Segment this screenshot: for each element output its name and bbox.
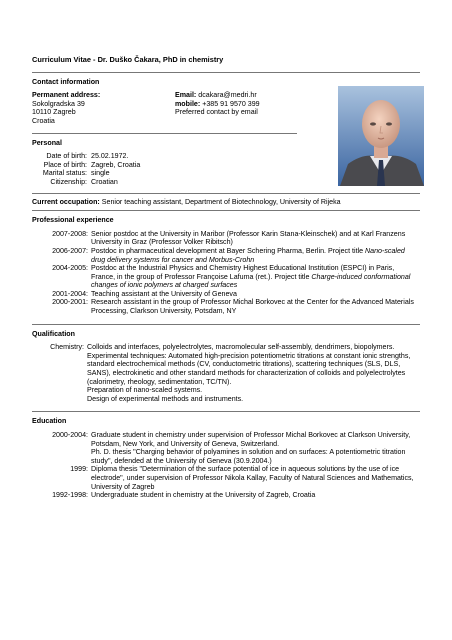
table-row xyxy=(32,465,419,491)
address-line: Croatia xyxy=(32,116,55,125)
divider xyxy=(32,324,420,325)
address-line: Sokolgradska 39 xyxy=(32,99,85,108)
table-row xyxy=(32,431,419,465)
education-table xyxy=(32,431,419,500)
experience-heading: Professional experience xyxy=(32,216,114,225)
table-row xyxy=(32,152,140,161)
row-key: Place of birth: xyxy=(43,160,87,169)
row-key: 2000-2004: xyxy=(52,431,88,439)
row-value: Diploma thesis "Determination of the surface potential of ice in aqueous solutions by the use of ice electrode", under supervision of Professor Nikola Kallay, Faculty of Natural Sciences and Mathematics, University of Zagreb xyxy=(91,465,414,491)
contact-block xyxy=(32,91,297,125)
qualification-line: Design of experimental methods and instruments. xyxy=(87,394,244,403)
row-value: Senior postdoc at the University in Maribor (Professor Karin Stana-Kleinschek) and at Karl Franzens University in Graz (Professor Volker Ribitsch) xyxy=(91,229,406,247)
divider xyxy=(32,193,420,194)
divider xyxy=(32,411,420,412)
table-row xyxy=(32,178,140,187)
row-value: Teaching assistant at the University of Geneva xyxy=(91,289,237,298)
occupation-label: Current occupation: xyxy=(32,197,100,206)
row-value: 25.02.1972. xyxy=(91,152,129,161)
row-value: Croatian xyxy=(91,177,118,186)
email-label: Email: xyxy=(175,91,197,100)
qualification-heading: Qualification xyxy=(32,329,75,338)
row-value: Postdoc at the Industrial Physics and Chemistry Highest Educational Institution (ESPCI) in Paris, France, in the group of Professor Françoise Lafuma (ret.). Project title xyxy=(91,264,395,281)
page-title: Curriculum Vitae - Dr. Duško Čakara, PhD in chemistry xyxy=(32,55,224,64)
row-key: Citizenship: xyxy=(50,177,87,186)
row-value: Research assistant in the group of Professor Michal Borkovec at the Center for the Advanced Materials Processing, Clarkson University, Potsdam, NY xyxy=(91,298,414,316)
preferred-contact: Preferred contact by email xyxy=(175,108,258,117)
table-row xyxy=(32,290,419,299)
row-key: 2000-2001: xyxy=(52,298,88,307)
occupation-value: Senior teaching assistant, Department of Biotechnology, University of Rijeka xyxy=(101,197,341,206)
table-row xyxy=(32,230,419,247)
current-occupation xyxy=(32,198,420,207)
qualification-line: Experimental techniques: Automated high-precision potentiometric titrations at constant ionic strengths, standard electrochemical methods (CV, conductometric titrations), scattering techniques (SLS, DLS, SANS), electrokinetic and other standard methods for characterization of colloids and polyelectrolytes (calorimetry, rheology, sedimentation, TC/TN). xyxy=(87,351,411,386)
divider xyxy=(32,133,297,134)
address-line: 10110 Zagreb xyxy=(32,108,76,117)
mobile-number: +385 91 9570 399 xyxy=(202,99,260,108)
qualification-table xyxy=(32,343,419,403)
qualification-line: Colloids and interfaces, polyelectrolytes, macromolecular self-assembly, dendrimers, biopolymers. xyxy=(87,343,395,352)
cv-page xyxy=(32,56,420,500)
row-value: Zagreb, Croatia xyxy=(91,160,141,169)
row-key: Date of birth: xyxy=(46,152,87,161)
divider xyxy=(32,210,420,211)
profile-photo xyxy=(338,86,424,186)
table-row xyxy=(32,264,419,290)
table-row xyxy=(32,169,140,178)
mobile-label: mobile: xyxy=(175,99,201,108)
experience-table xyxy=(32,230,419,316)
row-key: 2001-2004: xyxy=(52,289,88,298)
divider xyxy=(32,72,420,73)
row-key: 1999: xyxy=(70,465,88,474)
row-key: Marital status: xyxy=(42,169,87,178)
row-value: single xyxy=(91,169,110,178)
row-value: Postdoc in pharmaceutical development at Bayer Schering Pharma, Berlin. Project title xyxy=(91,246,366,255)
address-label: Permanent address: xyxy=(32,91,101,100)
contact-heading: Contact information xyxy=(32,77,100,86)
personal-heading: Personal xyxy=(32,138,62,147)
row-key: 2004-2005: xyxy=(52,264,88,273)
education-heading: Education xyxy=(32,417,67,426)
table-row xyxy=(32,247,419,264)
row-key: Chemistry: xyxy=(50,343,84,352)
table-row xyxy=(32,491,419,500)
email-link[interactable]: dcakara@medri.hr xyxy=(198,91,257,100)
row-value-italic: Nano-scaled drug delivery systems for cancer and Morbus-Crohn xyxy=(91,246,405,264)
row-value-italic: Charge-induced conformational changes of ionic polymers at charged surfaces xyxy=(91,272,411,290)
row-value: Ph. D. thesis "Charging behavior of polyamines in solution and on surfaces: A potentiometric titration study", defended at the University of Geneva (30.9.2004.) xyxy=(91,448,406,465)
personal-table xyxy=(32,152,140,186)
table-row xyxy=(32,343,419,403)
qualification-line: Preparation of nano-scaled systems. xyxy=(87,386,203,395)
table-row xyxy=(32,298,419,315)
row-value: Graduate student in chemistry under supervision of Professor Michal Borkovec at Clarkson University, Potsdam, New York, and University of Geneva, Switzerland. xyxy=(91,431,411,448)
row-key: 1992-1998: xyxy=(52,491,88,500)
row-key: 2006-2007: xyxy=(52,246,88,255)
row-key: 2007-2008: xyxy=(52,229,88,238)
row-value: Undergraduate student in chemistry at the University of Zagreb, Croatia xyxy=(91,491,316,500)
table-row xyxy=(32,161,140,170)
